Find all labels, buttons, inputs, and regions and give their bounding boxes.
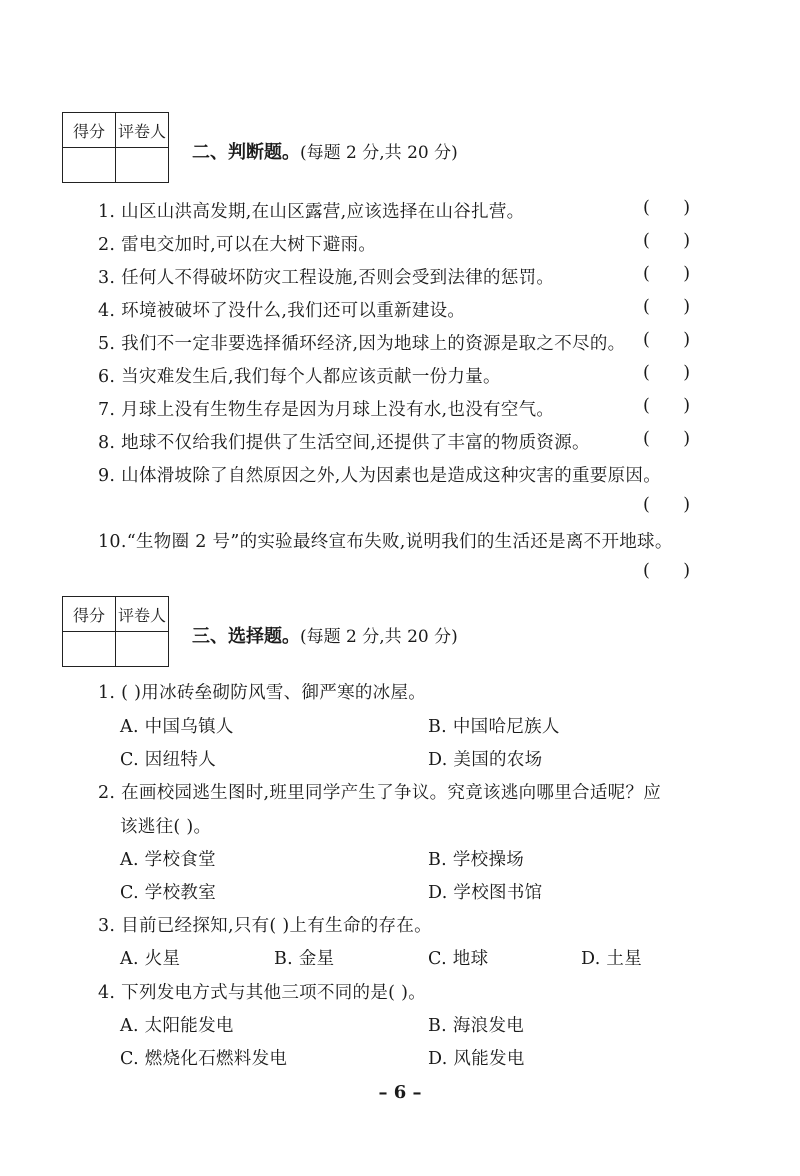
answer-paren-8[interactable]: ( ) [643,429,691,449]
judge-item-6: 6. 当灾难发生后,我们每个人都应该贡献一份力量。 [98,367,501,387]
judge-item-3: 3. 任何人不得破坏防灾工程设施,否则会受到法律的惩罚。 [98,268,555,288]
judge-item-4: 4. 环境被破坏了没什么,我们还可以重新建设。 [98,301,466,321]
score-box-section2 [62,112,169,183]
q3-option-c[interactable]: C. 地球 [428,949,489,969]
q1-option-a[interactable]: A. 中国乌镇人 [120,717,234,737]
q2-option-b[interactable]: B. 学校操场 [428,850,525,870]
choice-question-3: 3. 目前已经探知,只有( )上有生命的存在。 [98,916,432,936]
score-label: 得分 [63,113,116,148]
answer-paren-5[interactable]: ( ) [643,330,691,350]
answer-paren-3[interactable]: ( ) [643,264,691,284]
choice-question-1: 1. ( )用冰砖垒砌防风雪、御严寒的冰屋。 [98,683,427,703]
section2-note: (每题 2 分,共 20 分) [300,143,458,163]
choice-question-2-line1: 2. 在画校园逃生图时,班里同学产生了争议。究竟该逃向哪里合适呢？应 [98,783,662,803]
judge-item-1: 1. 山区山洪高发期,在山区露营,应该选择在山谷扎营。 [98,202,525,222]
q2-option-c[interactable]: C. 学校教室 [120,883,216,903]
answer-paren-2[interactable]: ( ) [643,231,691,251]
grader-cell[interactable] [116,148,169,183]
q1-option-c[interactable]: C. 因纽特人 [120,750,216,770]
answer-paren-9[interactable]: ( ) [643,495,691,515]
score-box-section3 [62,596,169,667]
q3-option-a[interactable]: A. 火星 [120,949,181,969]
answer-paren-10[interactable]: ( ) [643,561,691,581]
score-cell[interactable] [63,632,116,667]
q4-option-c[interactable]: C. 燃烧化石燃料发电 [120,1049,288,1069]
grader-label: 评卷人 [116,113,169,148]
answer-paren-6[interactable]: ( ) [643,363,691,383]
q2-option-a[interactable]: A. 学校食堂 [120,850,216,870]
answer-paren-7[interactable]: ( ) [643,396,691,416]
grader-label: 评卷人 [116,597,169,632]
section3-note: (每题 2 分,共 20 分) [300,627,458,647]
section3-heading [192,622,458,648]
q4-option-a[interactable]: A. 太阳能发电 [120,1016,234,1036]
score-label: 得分 [63,597,116,632]
q2-option-d[interactable]: D. 学校图书馆 [428,883,543,903]
q3-option-b[interactable]: B. 金星 [274,949,335,969]
choice-question-4: 4. 下列发电方式与其他三项不同的是( )。 [98,983,427,1003]
answer-paren-4[interactable]: ( ) [643,297,691,317]
judge-item-8: 8. 地球不仅给我们提供了生活空间,还提供了丰富的物质资源。 [98,433,590,453]
q1-option-b[interactable]: B. 中国哈尼族人 [428,717,560,737]
section3-title: 三、选择题。 [192,626,300,647]
q4-option-b[interactable]: B. 海浪发电 [428,1016,525,1036]
grader-cell[interactable] [116,632,169,667]
answer-paren-1[interactable]: ( ) [643,198,691,218]
score-cell[interactable] [63,148,116,183]
judge-item-9: 9. 山体滑坡除了自然原因之外,人为因素也是造成这种灾害的重要原因。 [98,466,662,486]
q3-option-d[interactable]: D. 土星 [581,949,643,969]
section2-heading [192,138,458,164]
page-number: – 6 – [378,1082,422,1103]
q1-option-d[interactable]: D. 美国的农场 [428,750,543,770]
q4-option-d[interactable]: D. 风能发电 [428,1049,525,1069]
judge-item-2: 2. 雷电交加时,可以在大树下避雨。 [98,235,377,255]
judge-item-10: 10.“生物圈 2 号”的实验最终宣布失败,说明我们的生活还是离不开地球。 [98,532,673,552]
judge-item-5: 5. 我们不一定非要选择循环经济,因为地球上的资源是取之不尽的。 [98,334,626,354]
section2-title: 二、判断题。 [192,142,300,163]
judge-item-7: 7. 月球上没有生物生存是因为月球上没有水,也没有空气。 [98,400,555,420]
choice-question-2-line2: 该逃往( )。 [120,817,212,837]
